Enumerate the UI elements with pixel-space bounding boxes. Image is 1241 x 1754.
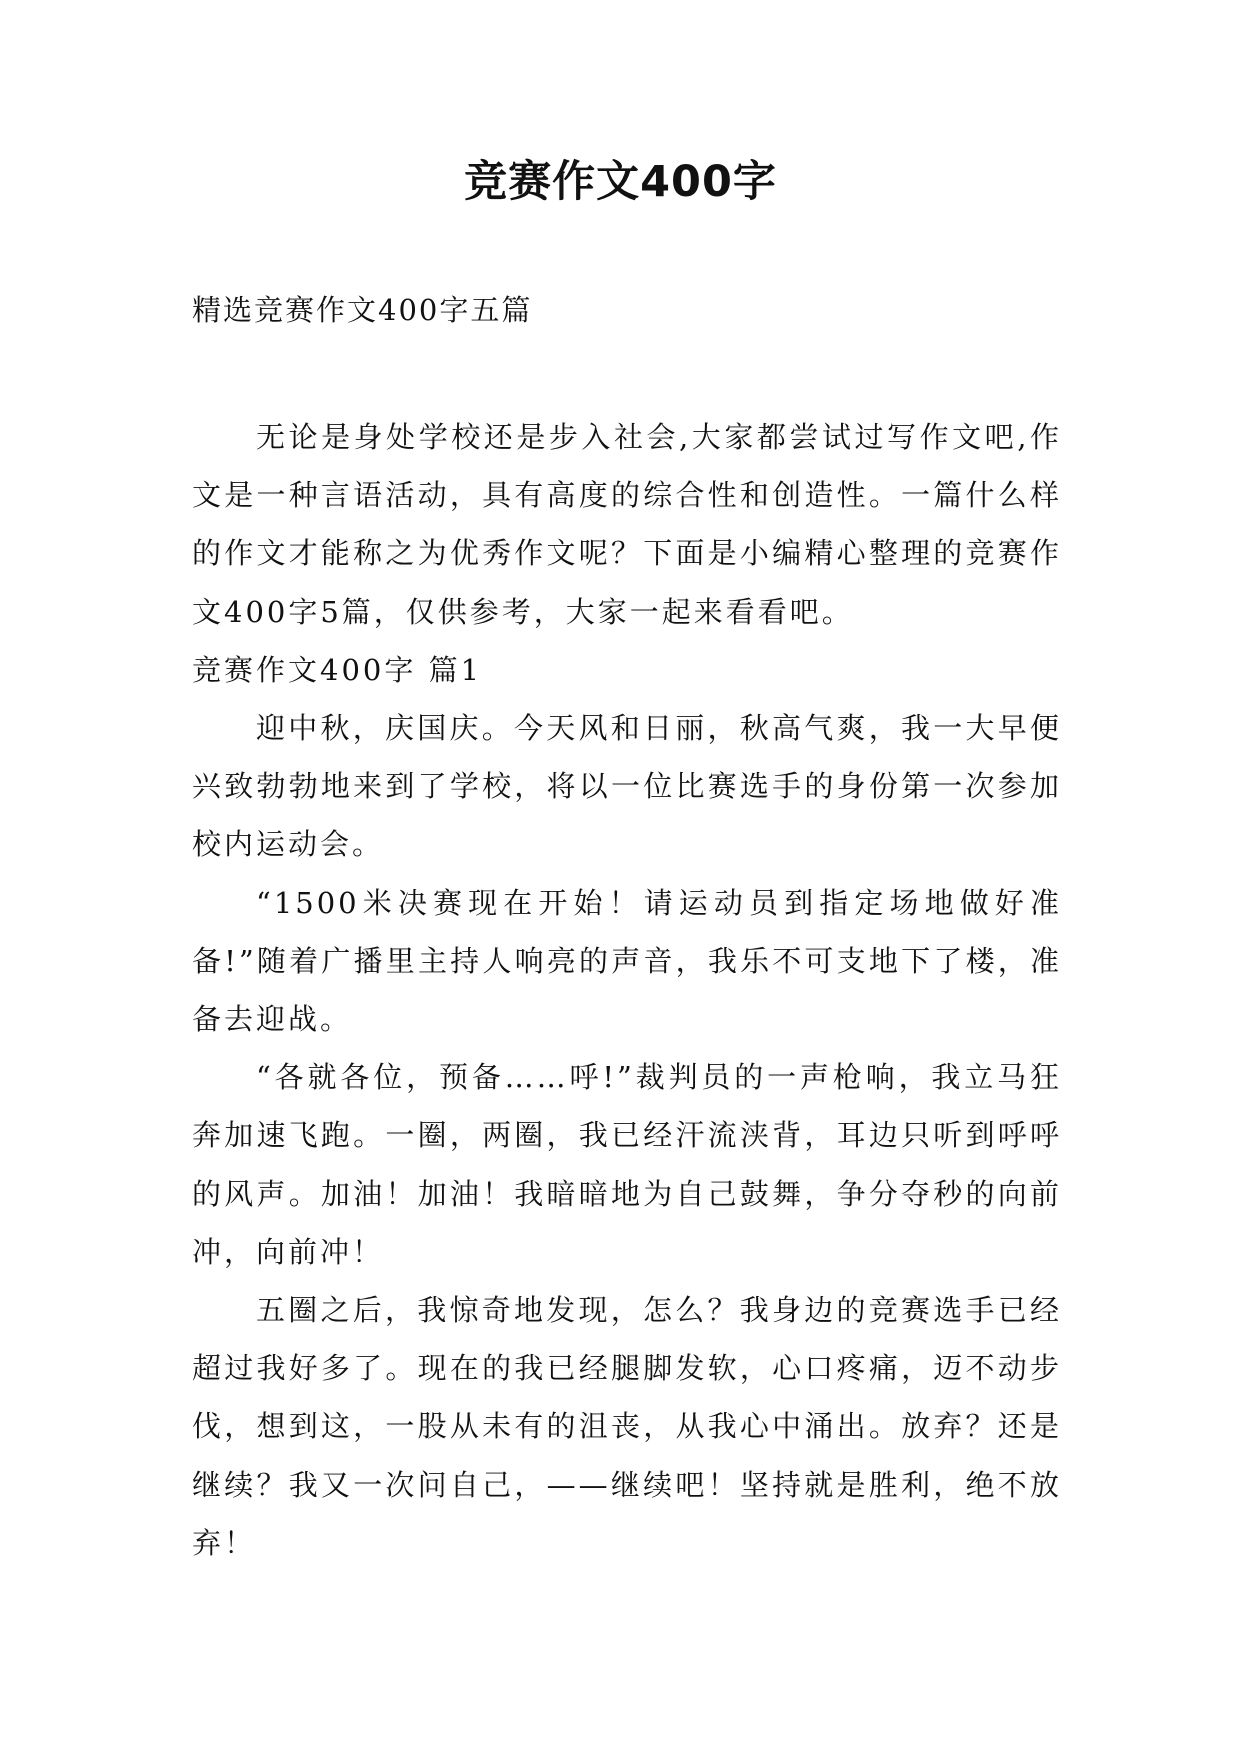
body-paragraph-3: “各就各位，预备……呼!”裁判员的一声枪响，我立马狂奔加速飞跑。一圈，两圈，我已经汗流浃背，耳边只听到呼呼的风声。加油！加油！我暗暗地为自己鼓舞，争分夺秒的向前冲，向前冲！ <box>192 1060 1062 1269</box>
body-paragraph-4: 五圈之后，我惊奇地发现，怎么？我身边的竞赛选手已经超过我好多了。现在的我已经腿脚发软，心口疼痛，迈不动步伐，想到这，一股从未有的沮丧，从我心中涌出。放弃？还是继续？我又一次问自己，——继续吧！坚持就是胜利，绝不放弃！ <box>192 1293 1062 1560</box>
body-paragraph-2: “1500米决赛现在开始！请运动员到指定场地做好准备!”随着广播里主持人响亮的声音，我乐不可支地下了楼，准备去迎战。 <box>192 885 1062 1037</box>
document-subtitle: 精选竞赛作文400字五篇 <box>192 293 533 327</box>
intro-paragraph: 无论是身处学校还是步入社会,大家都尝试过写作文吧,作文是一种言语活动，具有高度的综合性和创造性。一篇什么样的作文才能称之为优秀作文呢？下面是小编精心整理的竞赛作文400字5篇，仅供参考，大家一起来看看吧。 <box>192 420 1062 629</box>
document-body <box>192 408 1062 1572</box>
document-title: 竞赛作文400字 <box>464 157 777 207</box>
section-heading: 竞赛作文400字 篇1 <box>192 652 483 687</box>
body-paragraph-1: 迎中秋，庆国庆。今天风和日丽，秋高气爽，我一大早便兴致勃勃地来到了学校，将以一位比赛选手的身份第一次参加校内运动会。 <box>192 711 1062 862</box>
